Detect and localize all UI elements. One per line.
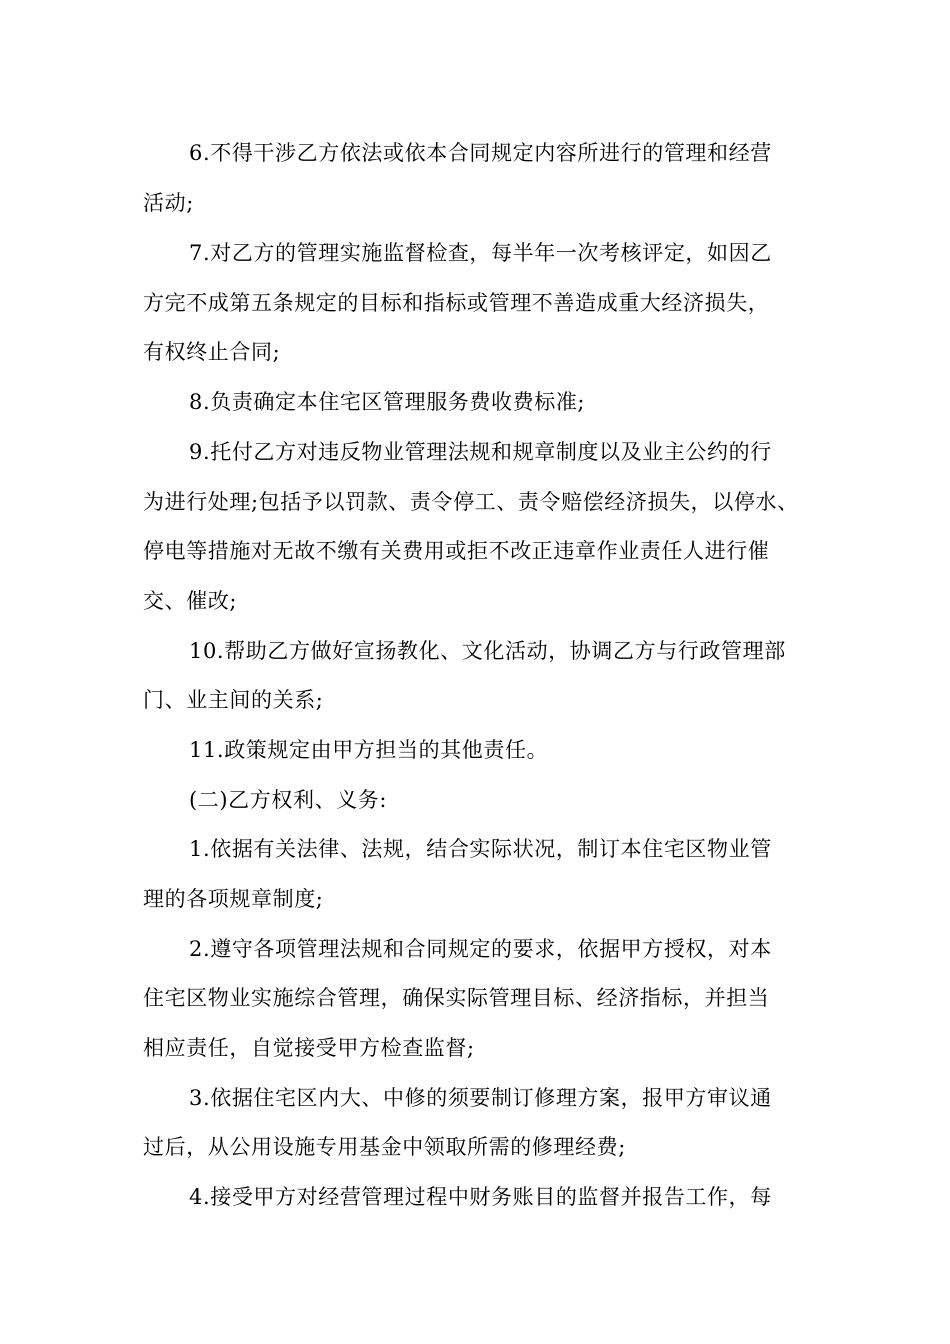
text-line: 7.对乙方的管理实施监督检查，每半年一次考核评定，如因乙 [189, 241, 772, 265]
text-line: 停电等措施对无故不缴有关费用或拒不改正违章作业责任人进行催 [143, 539, 770, 563]
text-line: 3.依据住宅区内大、中修的须要制订修理方案，报甲方审议通 [189, 1086, 772, 1110]
text-line: 过后，从公用设施专用基金中领取所需的修理经费; [143, 1135, 626, 1159]
text-line: 相应责任，自觉接受甲方检查监督; [143, 1036, 475, 1060]
text-line: 8.负责确定本住宅区管理服务费收费标准; [189, 390, 586, 414]
text-line: 为进行处理;包括予以罚款、责令停工、责令赔偿经济损失，以停水、 [143, 490, 799, 514]
text-line: 11.政策规定由甲方担当的其他责任。 [189, 738, 549, 762]
text-line: 6.不得干涉乙方依法或依本合同规定内容所进行的管理和经营 [189, 141, 772, 165]
text-line: 4.接受甲方对经营管理过程中财务账目的监督并报告工作，每 [189, 1185, 772, 1209]
text-line: 1.依据有关法律、法规，结合实际状况，制订本住宅区物业管 [189, 837, 772, 861]
text-line: 理的各项规章制度; [143, 887, 324, 911]
text-line: 方完不成第五条规定的目标和指标或管理不善造成重大经济损失， [143, 291, 770, 315]
text-line: 住宅区物业实施综合管理，确保实际管理目标、经济指标，并担当 [143, 986, 770, 1010]
text-line: 9.托付乙方对违反物业管理法规和规章制度以及业主公约的行 [189, 440, 772, 464]
text-line: 活动; [143, 191, 194, 215]
text-line: 2.遵守各项管理法规和合同规定的要求，依据甲方授权，对本 [189, 937, 772, 961]
text-line: 有权终止合同; [143, 340, 281, 364]
text-line: 交、催改; [143, 589, 238, 613]
section-heading: (二)乙方权利、义务: [189, 788, 388, 812]
text-line: 门、业主间的关系; [143, 688, 324, 712]
text-line: 10.帮助乙方做好宣扬教化、文化活动，协调乙方与行政管理部 [189, 639, 786, 663]
